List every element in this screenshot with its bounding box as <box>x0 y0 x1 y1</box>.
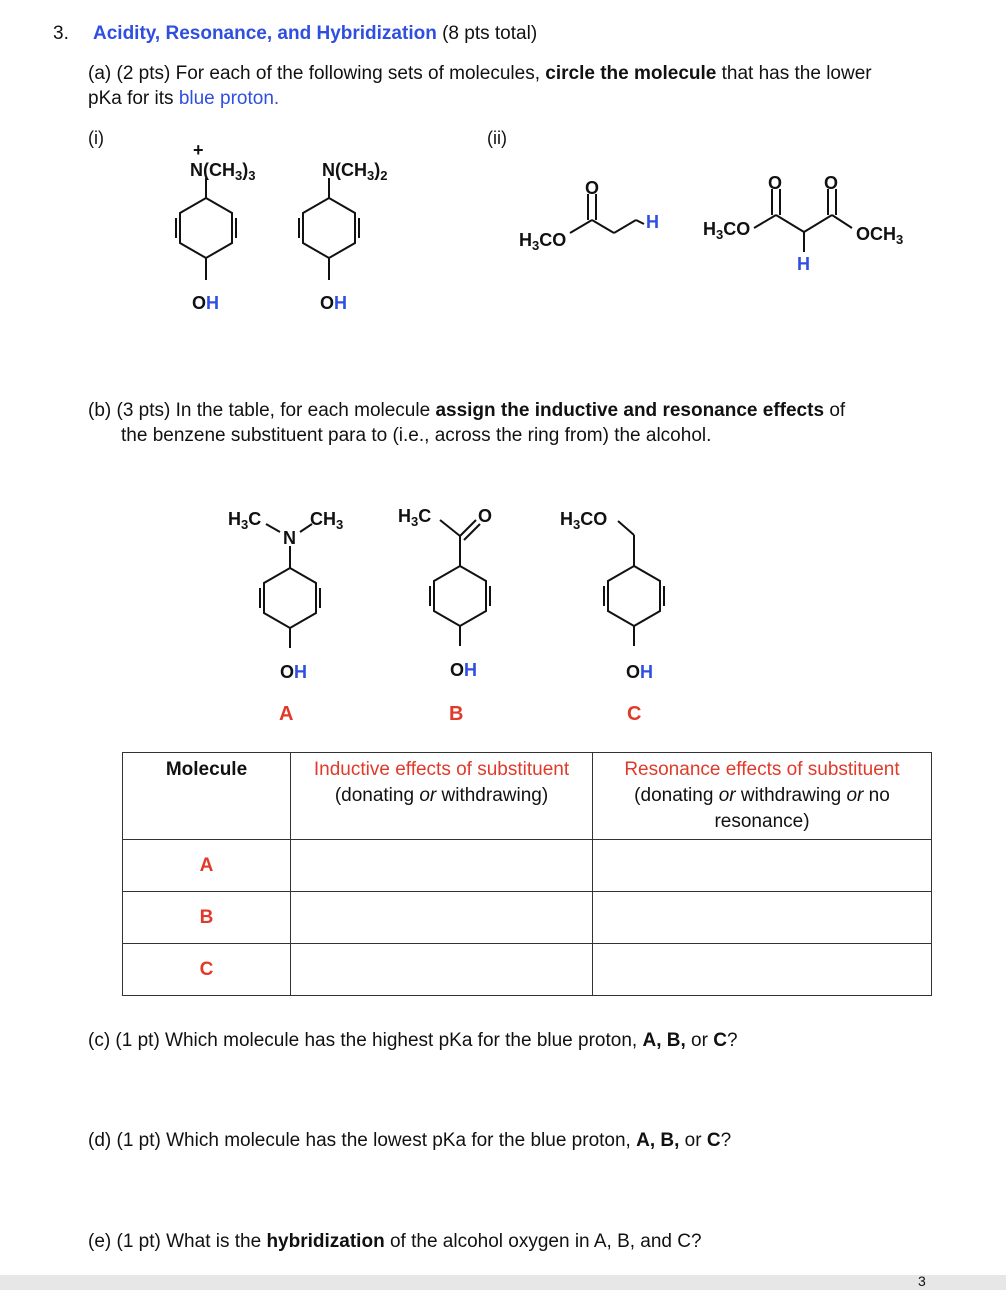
row-a-inductive-cell[interactable] <box>291 840 593 892</box>
h3c-label-a: $H_3C$ <box>228 509 262 532</box>
h3co-label-c: $H_3CO$ <box>560 509 608 532</box>
h3co-label-ii1: $H_3CO$ <box>519 230 567 253</box>
carbonyl-o-b: O <box>478 506 493 526</box>
table-row <box>123 840 932 892</box>
question-number: 3. <box>53 23 69 44</box>
label-a: A <box>279 703 294 725</box>
row-c-inductive-cell[interactable] <box>291 944 593 996</box>
table-row <box>123 892 932 944</box>
label-c: C <box>627 703 642 725</box>
page-bottom-strip <box>0 1275 1006 1290</box>
row-c-resonance-cell[interactable] <box>593 944 932 996</box>
n-label-i2: $N(CH_3)_2$ <box>322 160 388 183</box>
n-label-i1: $N(CH_3)_3$ <box>190 160 256 183</box>
oh-label-i2: OH <box>320 293 348 313</box>
h3c-label-b: $H_3C$ <box>398 506 432 529</box>
part-b-prefix: (b) (3 pts) In the table, for each molecule <box>88 400 431 421</box>
part-e: (e) (1 pt) What is the hybridization of the alcohol oxygen in A, B, and C? <box>88 1231 702 1252</box>
ch3-label-a: $CH_3$ <box>310 509 344 532</box>
plus-charge: + <box>193 140 204 160</box>
h3co-label-ii2: $H_3CO$ <box>703 219 751 242</box>
part-a-bold: circle the molecule <box>545 63 717 84</box>
blue-h-ii1: H <box>646 212 659 232</box>
header-inductive: Inductive effects of substituent (donating or withdrawing) <box>291 753 593 840</box>
part-b-bold: assign the inductive and resonance effects <box>435 400 825 421</box>
part-a-blue-proton: blue proton. <box>178 88 280 109</box>
ring-b <box>430 520 490 646</box>
oh-label-i1: OH <box>192 293 220 313</box>
oh-label-b: OH <box>450 660 478 680</box>
part-a-label: (a) (2 pts) For each of the following sets of molecules, <box>88 63 540 84</box>
row-b-inductive-cell[interactable] <box>291 892 593 944</box>
row-a-resonance-cell[interactable] <box>593 840 932 892</box>
header-resonance: Resonance effects of substituent (donating or withdrawing or no resonance) <box>593 753 932 840</box>
carbonyl-o-ii1: O <box>585 178 600 198</box>
row-c-molecule: C <box>123 944 291 996</box>
oh-label-c: OH <box>626 662 654 682</box>
table-row <box>123 944 932 996</box>
blue-h-ii2: H <box>797 254 810 274</box>
row-b-resonance-cell[interactable] <box>593 892 932 944</box>
label-b: B <box>449 703 464 725</box>
part-a-rest: that has the lower <box>721 63 872 84</box>
part-b-suffix: of <box>829 400 846 421</box>
ring-i-1 <box>176 178 236 280</box>
oh-label-a: OH <box>280 662 308 682</box>
subpart-i-label: (i) <box>88 128 104 148</box>
skeleton-ii-2 <box>754 189 852 252</box>
part-d: (d) (1 pt) Which molecule has the lowest pKa for the blue proton, A, B, or C? <box>88 1130 732 1151</box>
question-title-text: Acidity, Resonance, and Hybridization <box>93 23 437 44</box>
n-label-a: N <box>283 528 296 548</box>
row-b-molecule: B <box>123 892 291 944</box>
ring-c <box>604 521 664 646</box>
och3-label-ii2: $OCH_3$ <box>856 224 904 247</box>
subpart-ii-label: (ii) <box>487 128 507 148</box>
row-a-molecule: A <box>123 840 291 892</box>
table-header-row <box>123 753 932 840</box>
carbonyl-o-ii2b: O <box>824 173 839 193</box>
part-b-line2-text: the benzene substituent para to (i.e., across the ring from) the alcohol. <box>121 425 712 446</box>
page-corner-number: 3 <box>918 1274 926 1288</box>
question-points: (8 pts total) <box>442 23 538 44</box>
effects-table <box>122 752 932 996</box>
skeleton-ii-1 <box>570 194 644 233</box>
header-molecule: Molecule <box>123 753 291 840</box>
ring-i-2 <box>299 178 359 280</box>
part-c: (c) (1 pt) Which molecule has the highest pKa for the blue proton, A, B, or C? <box>88 1030 738 1051</box>
part-a-line2-prefix: pKa for its <box>88 88 174 109</box>
carbonyl-o-ii2a: O <box>768 173 783 193</box>
